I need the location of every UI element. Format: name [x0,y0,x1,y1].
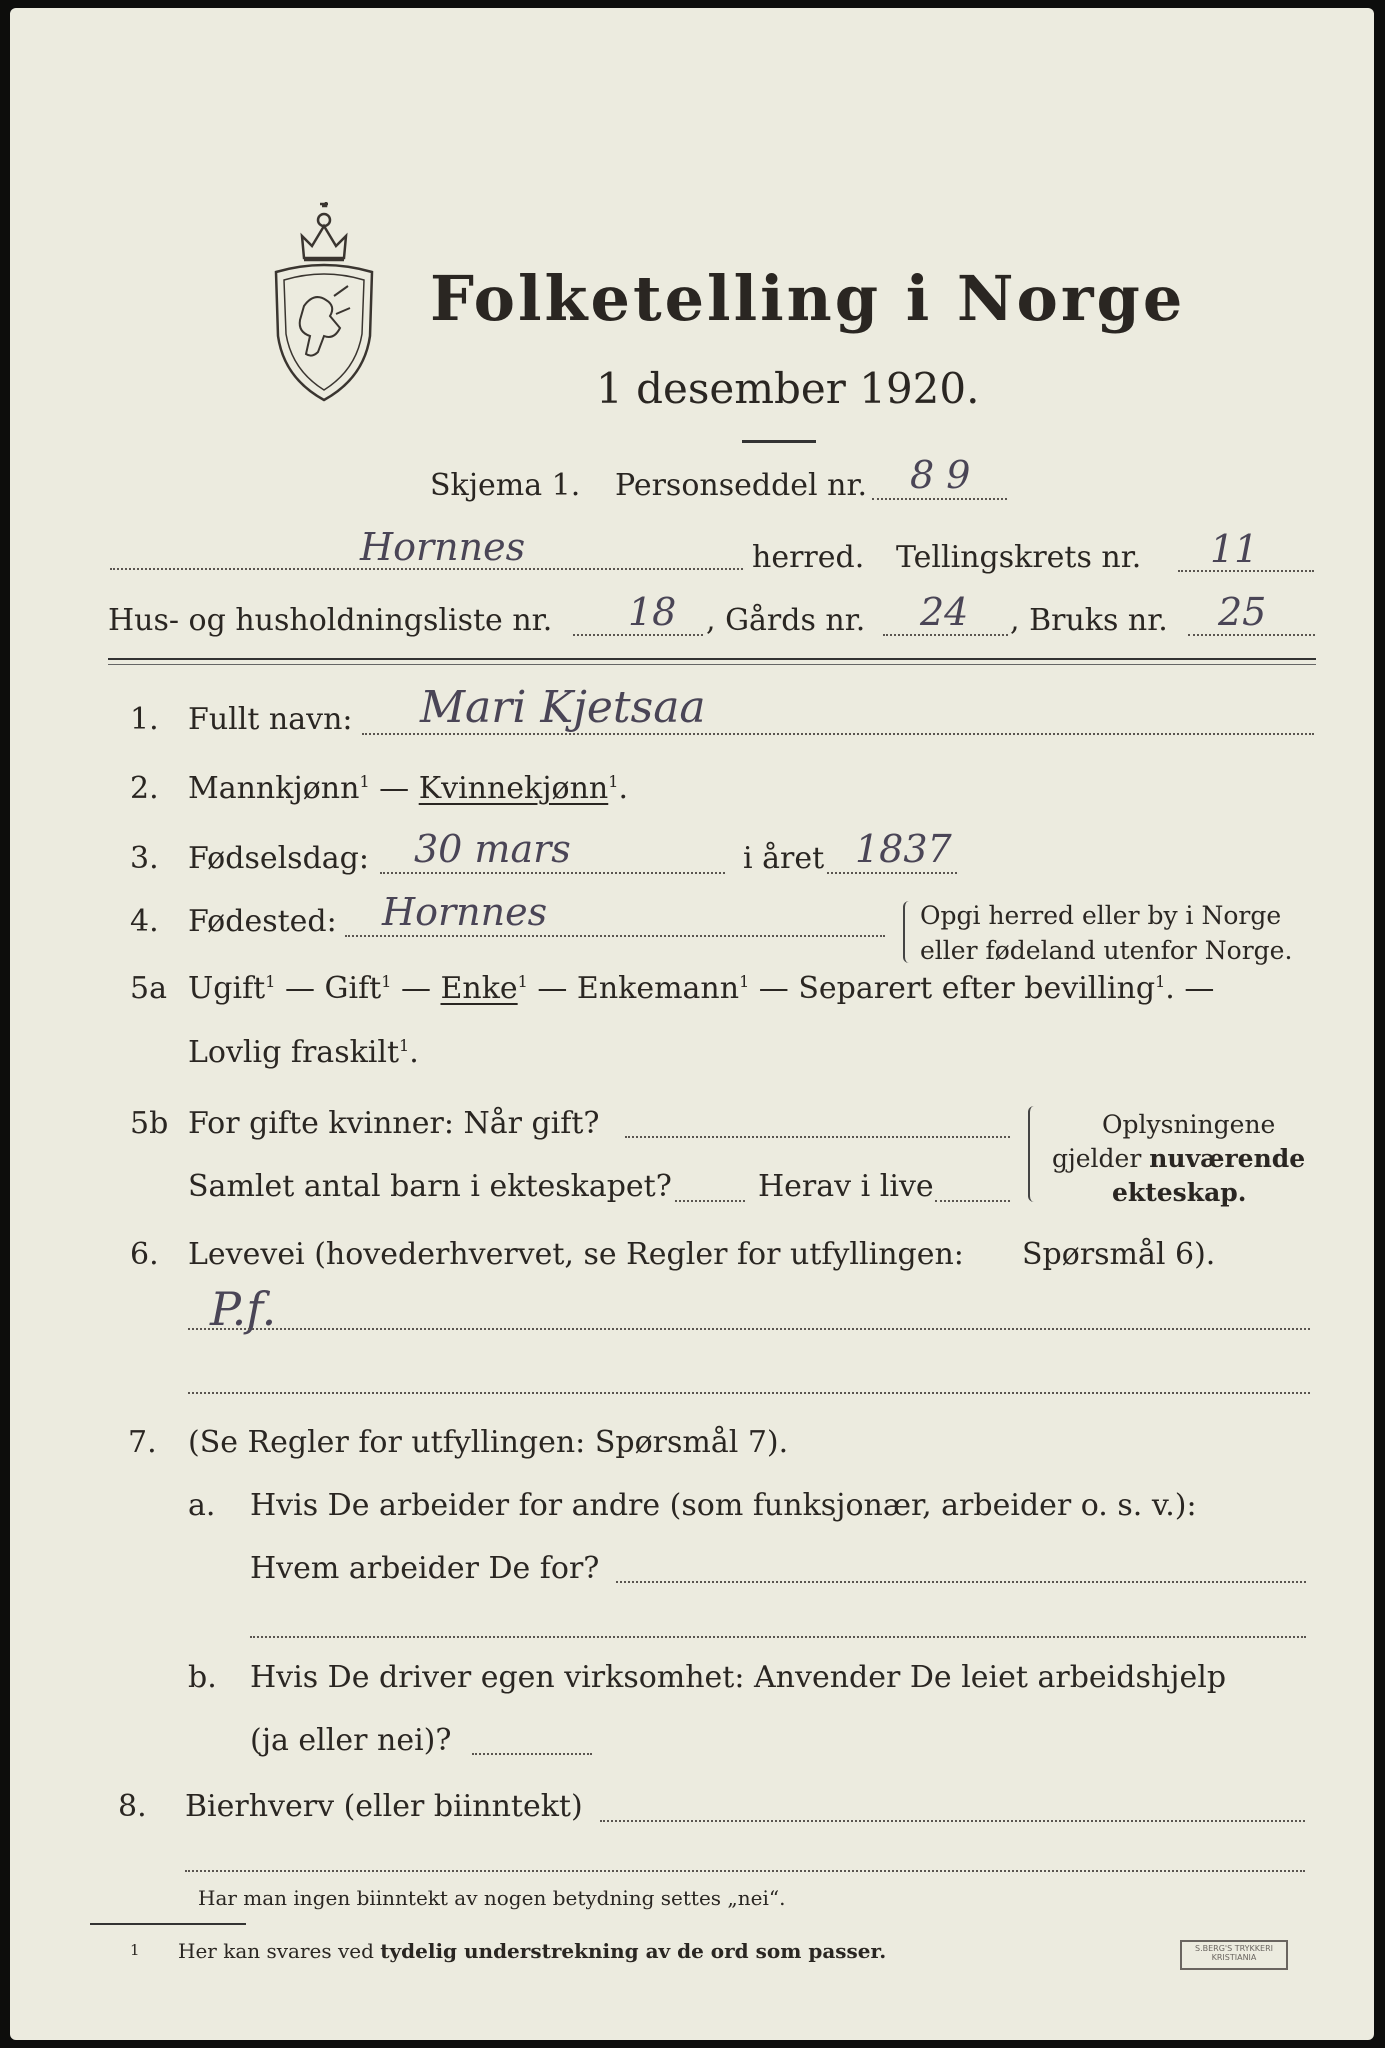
q5b-naar-field-line [625,1136,1010,1138]
gards-value: 24 [920,590,969,634]
q5b-note-line2 [1052,1146,1305,1171]
footer-note: Har man ingen biinntekt av nogen betydning settes „nei“. [198,1886,786,1910]
q7a-label2: Hvem arbeider De for? [250,1551,600,1586]
q5a-sup-lovlig: 1 [399,1036,410,1055]
printer-stamp-line2: KRISTIANIA [1211,1952,1257,1962]
husliste-value: 18 [628,590,677,634]
printer-stamp-line1: S.BERG'S TRYKKERI [1194,1944,1274,1953]
tellingskrets-label: Tellingskrets nr. [896,540,1142,575]
q7a-number: a. [188,1488,216,1523]
q6-label: Levevei (hovederhvervet, se Regler for utfyllingen: [188,1237,964,1272]
q5a-enke: Enke [440,971,518,1006]
q3-aaret-label: i året [743,841,825,876]
q6-label-end: Spørsmål 6). [1022,1237,1216,1272]
q6-occupation-value: P.f. [210,1282,277,1336]
herred-value: Hornnes [360,525,526,569]
footnote-text-b: tydelig understrekning av de ord som passer. [380,1939,887,1963]
q7-label: (Se Regler for utfyllingen: Spørsmål 7). [188,1425,789,1460]
q5a-period: . [1165,971,1175,1006]
q5a-sup-enke: 1 [517,972,528,991]
q8-field-line-2 [185,1870,1305,1872]
q5b-note-gjelder: gjelder [1052,1144,1142,1173]
personseddel-label: Personseddel nr. [615,468,868,503]
q5a-dash-3: — [527,971,577,1006]
q4-label: Fødested: [188,904,337,939]
q5b-label2: Samlet antal barn i ekteskapet? [188,1169,672,1204]
q2-end: . [618,771,628,806]
q2-number: 2. [130,771,159,806]
q4-note-line2: eller fødeland utenfor Norge. [920,936,1293,965]
q5a-dash-4: — [749,971,799,1006]
q5a-enkemann: Enkemann [576,971,740,1006]
q8-number: 8. [118,1789,147,1824]
q5a-gift: Gift [324,971,382,1006]
bruks-value: 25 [1218,590,1267,634]
q5a-sup-separert: 1 [1155,972,1166,991]
q4-note-line1: Opgi herred eller by i Norge [920,901,1282,930]
q5b-number: 5b [130,1106,169,1141]
q8-label: Bierhverv (eller biinntekt) [185,1789,583,1824]
q5a-dash-5: — [1174,971,1215,1006]
bruks-label: , Bruks nr. [1010,603,1168,638]
q4-birthplace-value: Hornnes [382,890,548,934]
q5a-lovlig: Lovlig fraskilt [188,1035,400,1070]
skjema-label: Skjema 1. [430,468,581,503]
q1-full-name: Mari Kjetsaa [420,682,706,733]
q7a-label: Hvis De arbeider for andre (som funksjonær, arbeider o. s. v.): [250,1488,1197,1523]
q4-field-line [345,935,885,937]
q1-field-line [362,733,1314,735]
q5a-sup-gift: 1 [381,972,392,991]
q5b-note-line1: Oplysningene [1102,1110,1276,1139]
q5a-dash-1: — [275,971,325,1006]
footnote-number: 1 [130,1941,140,1959]
q2-kvinne: Kvinnekjønn [418,771,609,806]
q7b-label: Hvis De driver egen virksomhet: Anvender De leiet arbeidshjelp [250,1660,1227,1695]
husliste-label: Hus- og husholdningsliste nr. [108,603,553,638]
q1-label: Fullt navn: [188,702,353,737]
q3-aaret-value: 1837 [855,827,952,871]
q6-field-line-1 [188,1328,1310,1330]
q2-sep: — [369,771,419,806]
q2-options [188,771,628,806]
q5a-ugift: Ugift [188,971,266,1006]
q5b-live-field-line [935,1200,1010,1202]
section-rule-thin [108,664,1316,665]
q8-field-line-1 [600,1820,1305,1822]
q7-number: 7. [128,1425,157,1460]
q5a-separert: Separert efter bevilling [798,971,1156,1006]
bruks-field-line [1188,634,1315,636]
gards-label: , Gårds nr. [706,603,866,638]
printer-stamp [1180,1940,1288,1970]
q2-sup-2: 1 [608,772,619,791]
footnote-text-a: Her kan svares ved [178,1939,374,1963]
q5a-dash-2: — [391,971,441,1006]
q3-label: Fødselsdag: [188,841,369,876]
q1-number: 1. [130,702,159,737]
q5b-note-naverende: nuværende [1149,1144,1306,1173]
q5a-sup-enkemann: 1 [739,972,750,991]
personseddel-field-line [872,498,1007,500]
husliste-field-line [573,634,703,636]
q7a-field-line-1 [616,1581,1306,1583]
coat-of-arms-icon [264,196,384,406]
census-form [10,8,1374,2040]
section-rule [108,658,1316,660]
q5b-label1: For gifte kvinner: Når gift? [188,1106,600,1141]
q5a-lovlig-line [188,1035,419,1070]
q7b-number: b. [188,1660,217,1695]
q3-birthday-value: 30 mars [414,827,571,871]
q7a-field-line-2 [250,1636,1306,1638]
title-divider [742,440,816,443]
herred-label: herred. [752,540,865,575]
personseddel-value: 8 9 [910,453,971,497]
q3-aaret-field-line [827,872,957,874]
form-title: Folketelling i Norge [430,262,1186,335]
q3-number: 3. [130,841,159,876]
footnote-text [178,1941,886,1961]
census-date: 1 desember 1920. [596,364,980,413]
q7b-field-line [472,1753,592,1755]
gards-field-line [883,634,1008,636]
q6-field-line-2 [188,1392,1310,1394]
q2-mann: Mannkjønn [188,771,360,806]
q4-note-brace [903,901,913,963]
q4-number: 4. [130,904,159,939]
q7b-label2: (ja eller nei)? [250,1723,452,1758]
q5b-note-line3: ekteskap. [1112,1178,1247,1207]
q5b-label3: Herav i live [758,1169,934,1204]
q3-field-line [380,872,725,874]
q2-sup-1: 1 [359,772,370,791]
footnote-rule [90,1923,246,1925]
q6-number: 6. [130,1237,159,1272]
tellingskrets-value: 11 [1210,527,1259,571]
q5a-sup-ugift: 1 [265,972,276,991]
q5a-lovlig-period: . [409,1035,419,1070]
q5b-note-brace [1028,1106,1038,1202]
q5a-number: 5a [130,971,167,1006]
q5b-barn-field-line [675,1200,745,1202]
q5a-options [188,971,1215,1006]
